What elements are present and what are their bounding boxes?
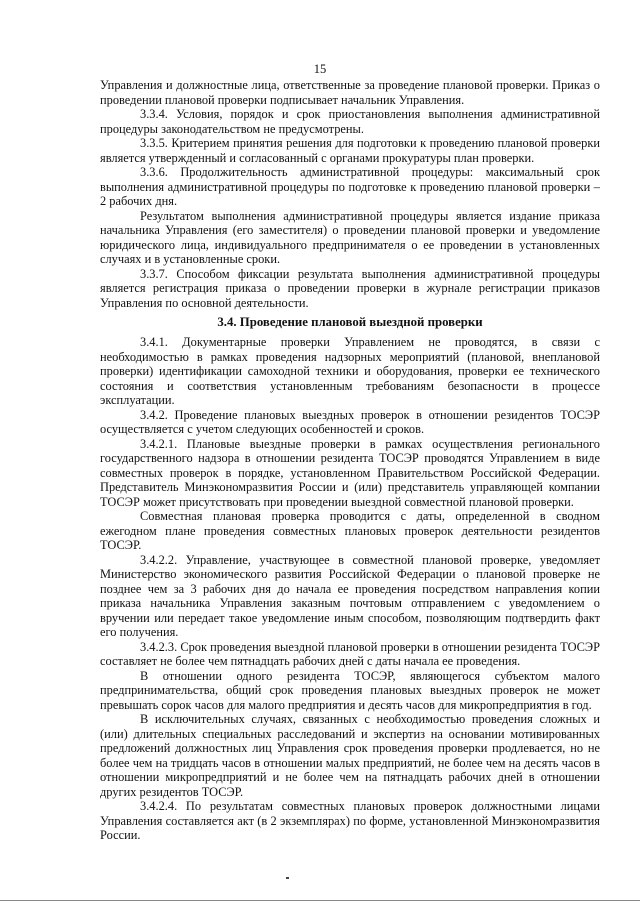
paragraph-3-4-1: 3.4.1. Документарные проверки Управлением не проводятся, в связи с необходимостью в рамках проведения надзорных мероприятий (плановой, внеплановой проверки) идентификации самоходной техники и оборудования, проверки ее технического состояния и соответствия установленным требованиям безопасности в процессе эксплуатации. <box>100 335 600 407</box>
page-bottom-edge <box>0 900 640 901</box>
paragraph-result: Результатом выполнения административной процедуры является издание приказа начальника Управления (его заместителя) о проведении плановой проверки и уведомление юридического лица, индивидуального предпринимателя о ее проведении в установленных случаях и в установленные сроки. <box>100 208 600 266</box>
paragraph-3-4-2: 3.4.2. Проведение плановых выездных проверок в отношении резидентов ТОСЭР осуществляется с учетом следующих особенностей и сроков. <box>100 407 600 436</box>
section-heading: 3.4. Проведение плановой выездной проверки <box>217 315 483 329</box>
paragraph-3-3-5: 3.3.5. Критерием принятия решения для подготовки к проведению плановой проверки является утвержденный и согласованный с органами прокуратуры план проверки. <box>100 136 600 165</box>
paragraph-exceptional-cases: В исключительных случаях, связанных с необходимостью проведения сложных и (или) длительных специальных расследований и экспертиз на основании мотивированных предложений должностных лиц Управления срок проведения проверки продлевается, но не более чем на тридцать часов в отношении малых предприятий, не более чем на десять часов в отношении микропредприятий и не более чем на пятнадцать рабочих дней в отношении других резидентов ТОСЭР. <box>100 712 600 799</box>
paragraph-3-3-6: 3.3.6. Продолжительность административной процедуры: максимальный срок выполнения административной процедуры по подготовке к проведению плановой проверки – 2 рабочих дня. <box>100 165 600 208</box>
paragraph-continuation: Управления и должностные лица, ответственные за проведение плановой проверки. Приказ о проведении плановой проверки подписывает начальник Управления. <box>100 78 600 107</box>
paragraph-3-3-7: 3.3.7. Способом фиксации результата выполнения административной процедуры является регистрация приказа о проведении проверки в журнале регистрации приказов Управления по основной деятельности. <box>100 266 600 310</box>
paragraph-3-4-2-4: 3.4.2.4. По результатам совместных плановых проверок должностными лицами Управления составляется акт (в 2 экземплярах) по форме, установленной Минэкономразвития России. <box>100 799 600 842</box>
paragraph-3-4-2-1: 3.4.2.1. Плановые выездные проверки в рамках осуществления регионального государственного надзора в отношении резидента ТОСЭР проводятся Управлением в виде совместных проверок в порядке, установленном Правительством Российской Федерации. Представитель Минэкономразвития России и (или) представитель управляющей компании ТОСЭР может присутствовать при проведении выездной совместной плановой проверки. <box>100 436 600 509</box>
paragraph-3-3-4: 3.3.4. Условия, порядок и срок приостановления выполнения административной процедуры законодательством не предусмотрены. <box>100 107 600 136</box>
document-body <box>100 78 600 843</box>
page-number: 15 <box>313 62 327 76</box>
paragraph-joint-inspection: Совместная плановая проверка проводится с даты, определенной в сводном ежегодном плане проведения совместных плановых проверок деятельности резидентов ТОСЭР. <box>100 509 600 552</box>
paragraph-3-4-2-3: 3.4.2.3. Срок проведения выездной плановой проверки в отношении резидента ТОСЭР составляет не более чем пятнадцать рабочих дней с даты начала ее проведения. <box>100 639 600 668</box>
paragraph-small-business: В отношении одного резидента ТОСЭР, являющегося субъектом малого предпринимательства, общий срок проведения плановых выездных проверок не может превышать сорок часов для малого предприятия и десять часов для микропредприятия в год. <box>100 668 600 712</box>
paragraph-3-4-2-2: 3.4.2.2. Управление, участвующее в совместной плановой проверке, уведомляет Министерство экономического развития Российской Федерации о плановой проверке не позднее чем за 3 рабочих дня до начала ее проведения посредством направления копии приказа начальника Управления заказным почтовым отправлением с уведомлением о вручении или передает такое уведомление иным способом, позволяющим подтвердить факт его получения. <box>100 552 600 639</box>
scan-mark <box>286 877 289 879</box>
